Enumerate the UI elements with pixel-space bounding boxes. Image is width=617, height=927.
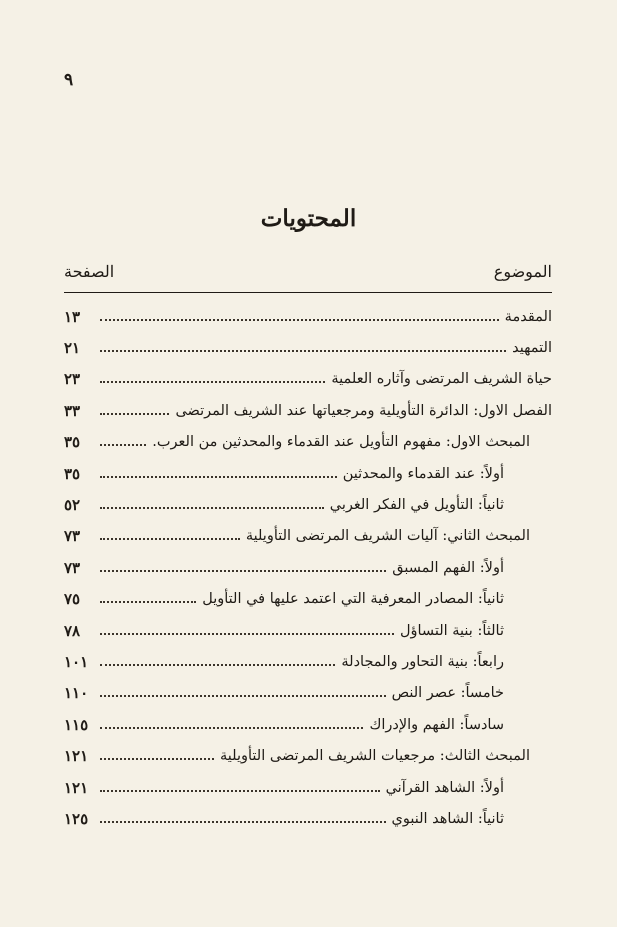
toc-entry-page-number: ٣٣ (64, 401, 81, 420)
toc-entry[interactable] (64, 489, 552, 520)
dot-leader (100, 350, 506, 352)
toc-entry[interactable] (64, 646, 552, 677)
dot-leader (100, 664, 335, 666)
toc-entry-title: المقدمة (504, 308, 552, 325)
toc-entry-page-number: ٥٢ (64, 496, 81, 515)
toc-entry[interactable] (64, 427, 552, 458)
toc-entry[interactable] (64, 740, 552, 771)
page-title: المحتويات (260, 205, 357, 232)
toc-entry-title: أولاً: عند القدماء والمحدثين (342, 465, 504, 482)
toc-entry-page-number: ٢٣ (64, 370, 81, 389)
toc-entry-title: المبحث الاول: مفهوم التأويل عند القدماء والمحدثين من العرب. (152, 434, 530, 451)
toc-entry[interactable] (64, 301, 552, 332)
toc-entry[interactable] (64, 678, 552, 709)
toc-entry-title: ثانياً: الشاهد النبوي (391, 810, 504, 827)
toc-entry-title: رابعاً: بنية التحاور والمجادلة (341, 653, 504, 670)
dot-leader (100, 538, 240, 540)
toc-entry-title: المبحث الثاني: آليات الشريف المرتضى التأويلية (245, 528, 530, 545)
toc-entry-title: التمهيد (512, 340, 552, 357)
toc-entry-page-number: ١٢١ (64, 778, 89, 797)
table-of-contents (64, 301, 552, 835)
toc-entry-title: المبحث الثالث: مرجعيات الشريف المرتضى التأويلية (220, 748, 530, 765)
dot-leader (100, 601, 196, 603)
toc-entry[interactable] (64, 584, 552, 615)
toc-entry-title: الفصل الاول: الدائرة التأويلية ومرجعياتها عند الشريف المرتضى (175, 402, 552, 419)
dot-leader (100, 695, 386, 697)
dot-leader (100, 570, 386, 572)
header-divider (64, 292, 552, 293)
toc-entry-page-number: ٧٣ (64, 558, 81, 577)
toc-entry-title: أولاً: الشاهد القرآني (385, 779, 504, 796)
toc-entry-title: ثالثاً: بنية التساؤل (399, 622, 504, 639)
toc-entry-page-number: ١٠١ (64, 652, 89, 671)
toc-entry-page-number: ١١٠ (64, 684, 89, 703)
toc-entry-title: حياة الشريف المرتضى وآثاره العلمية (331, 371, 552, 388)
toc-entry-page-number: ١٢٥ (64, 809, 89, 828)
dot-leader (100, 507, 324, 509)
dot-leader (100, 413, 169, 415)
toc-entry[interactable] (64, 521, 552, 552)
toc-entry-title: أولاً: الفهم المسبق (392, 559, 504, 576)
toc-entry-page-number: ٧٨ (64, 621, 81, 640)
toc-entry-page-number: ١١٥ (64, 715, 89, 734)
toc-entry-page-number: ١٣ (64, 307, 81, 326)
dot-leader (100, 727, 363, 729)
toc-entry-title: خامساً: عصر النص (391, 685, 504, 702)
dot-leader (100, 758, 214, 760)
toc-entry[interactable] (64, 332, 552, 363)
toc-entry[interactable] (64, 615, 552, 646)
dot-leader (100, 476, 337, 478)
toc-entry[interactable] (64, 364, 552, 395)
toc-entry[interactable] (64, 552, 552, 583)
toc-entry-page-number: ٧٣ (64, 527, 81, 546)
toc-entry-title: سادساً: الفهم والإدراك (369, 716, 504, 733)
toc-entry-page-number: ١٢١ (64, 747, 89, 766)
column-headers (64, 262, 552, 284)
toc-entry[interactable] (64, 395, 552, 426)
dot-leader (100, 790, 380, 792)
dot-leader (100, 319, 499, 321)
toc-entry-page-number: ٣٥ (64, 464, 81, 483)
dot-leader (100, 821, 386, 823)
toc-entry-title: ثانياً: المصادر المعرفية التي اعتمد عليها في التأويل (202, 591, 504, 608)
toc-entry[interactable] (64, 458, 552, 489)
toc-entry-title: ثانياً: التأويل في الفكر الغربي (329, 497, 504, 514)
dot-leader (100, 633, 394, 635)
column-header-subject: الموضوع (493, 262, 552, 281)
toc-entry[interactable] (64, 803, 552, 834)
column-header-page: الصفحة (64, 262, 115, 281)
dot-leader (100, 381, 325, 383)
toc-entry-page-number: ٣٥ (64, 433, 81, 452)
page-number: ٩ (64, 70, 74, 90)
toc-entry[interactable] (64, 709, 552, 740)
toc-entry-page-number: ٢١ (64, 339, 81, 358)
dot-leader (100, 444, 146, 446)
toc-entry-page-number: ٧٥ (64, 590, 81, 609)
toc-entry[interactable] (64, 772, 552, 803)
